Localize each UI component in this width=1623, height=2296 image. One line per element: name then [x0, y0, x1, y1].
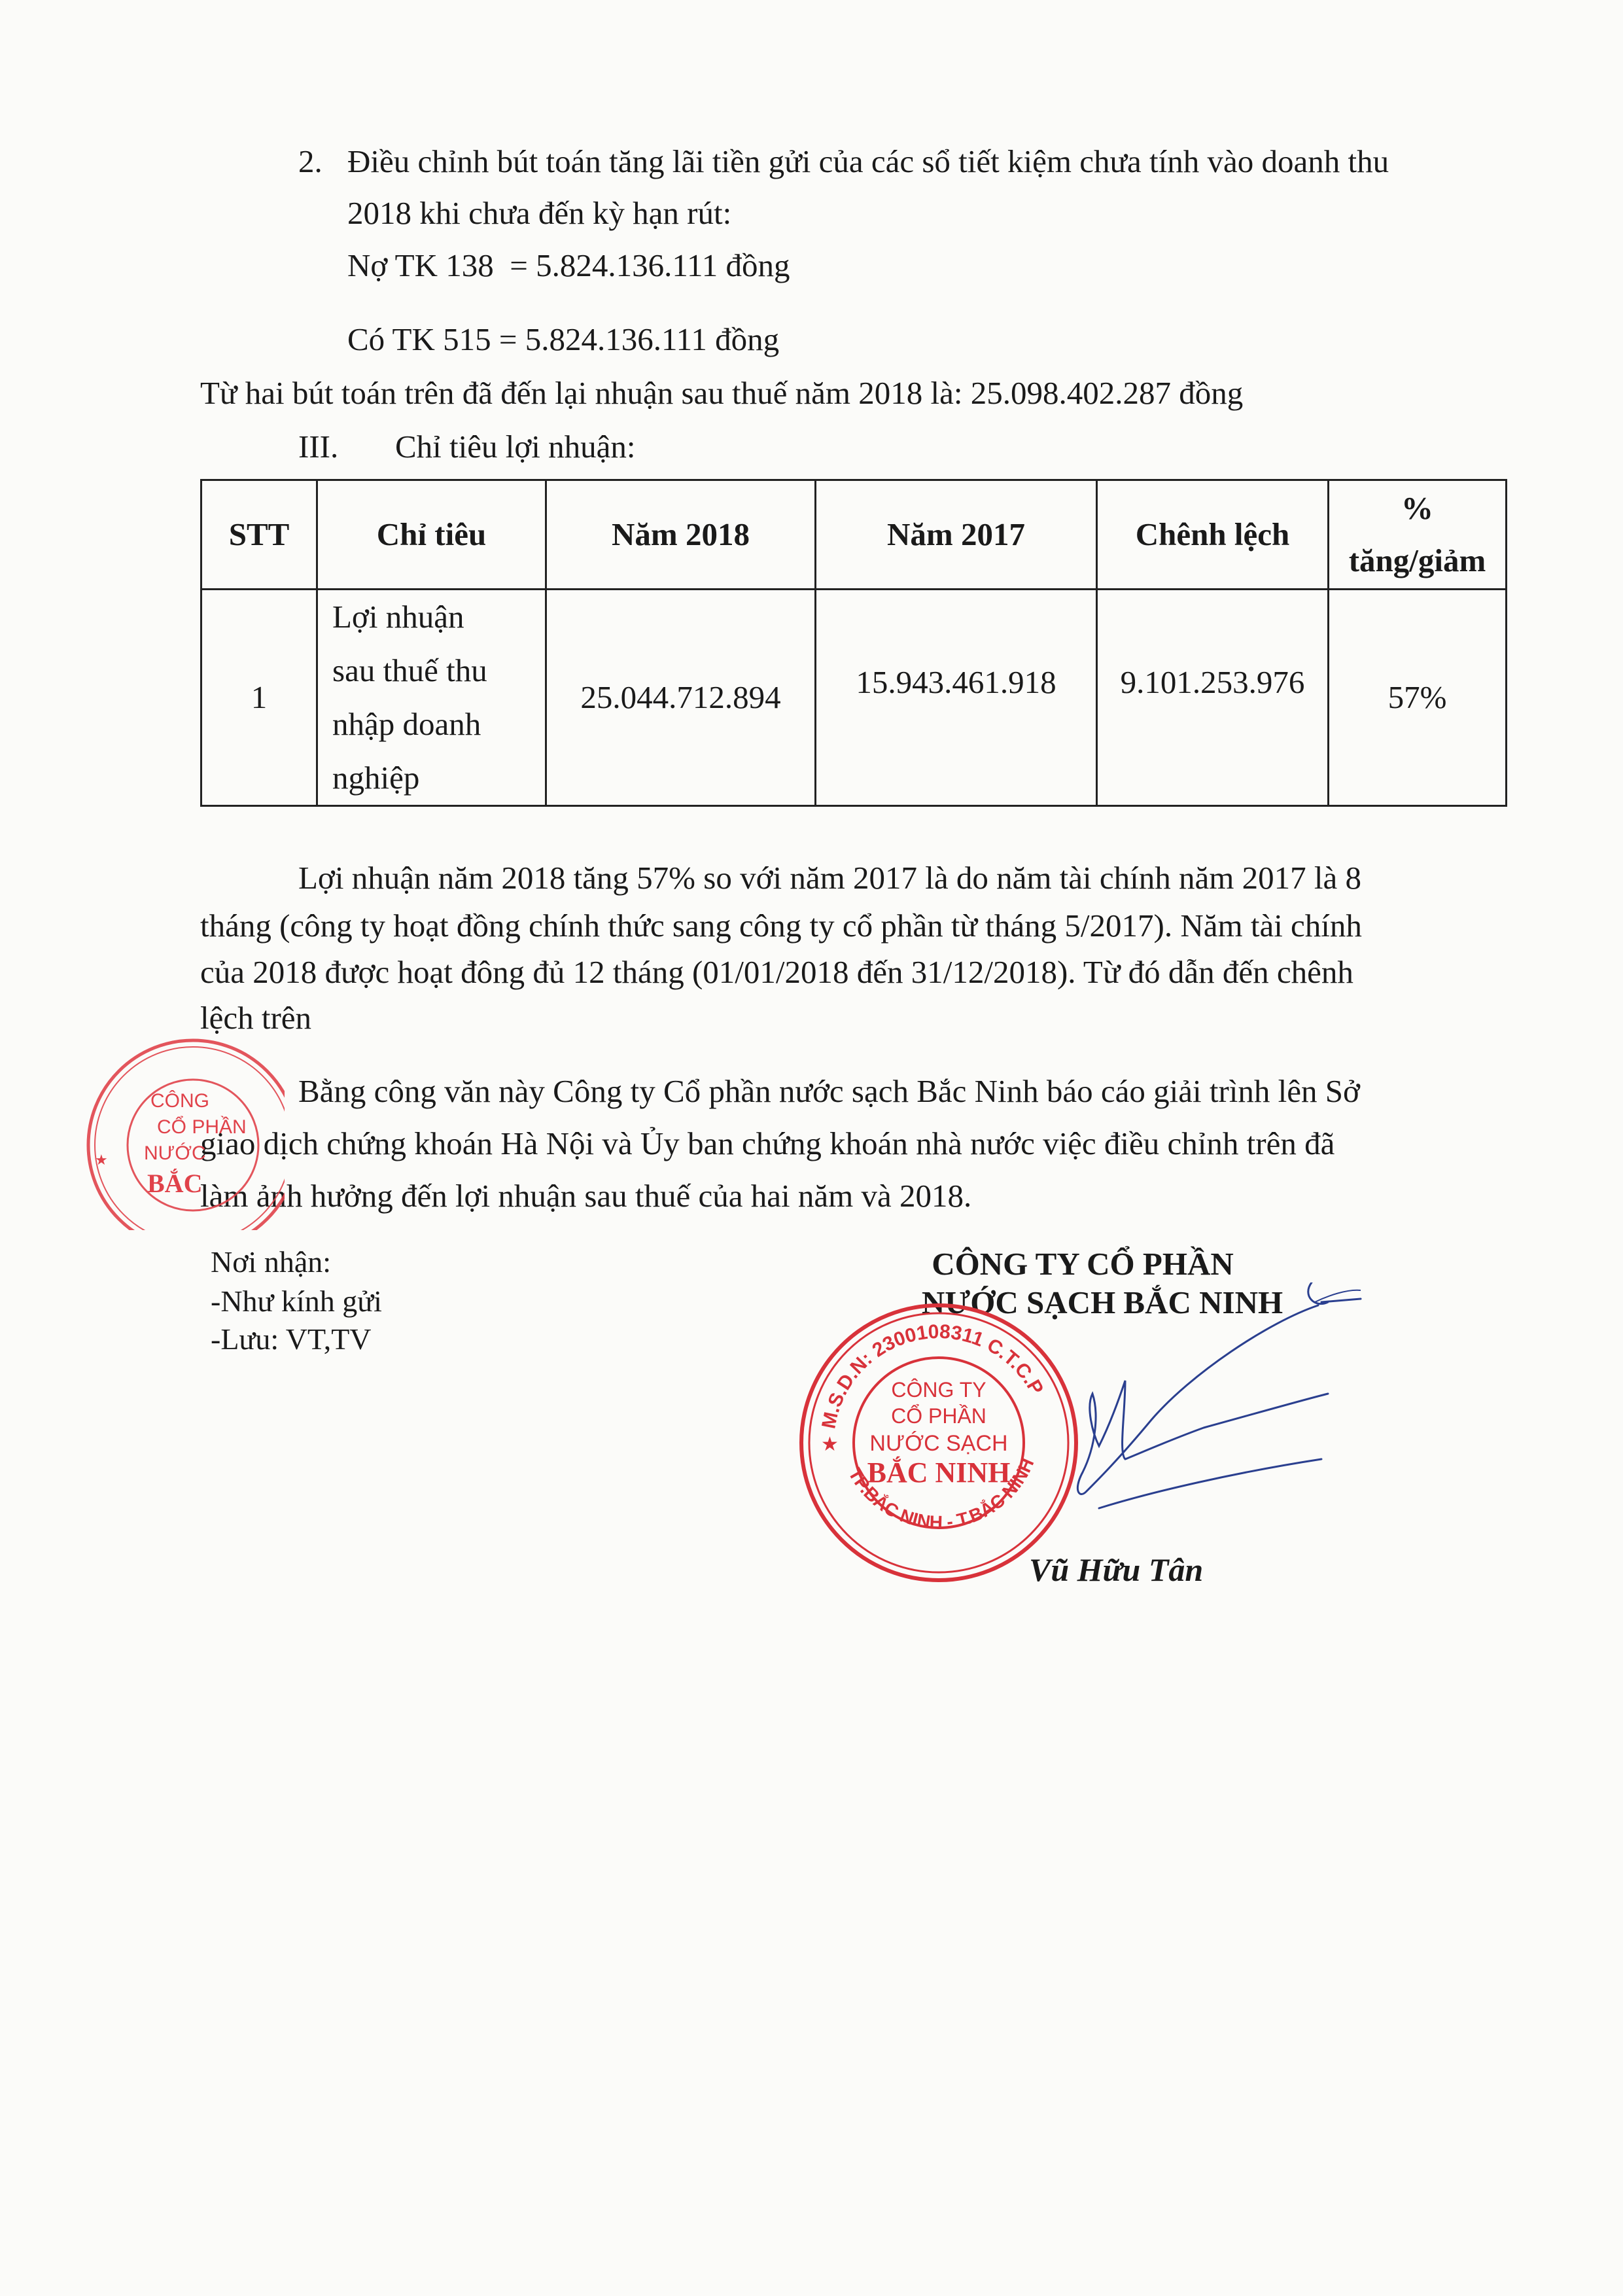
paragraph-1-line3: của 2018 được hoạt đông đủ 12 tháng (01/01/2018 đến 31/12/2018). Từ đó dẫn đến chênh [200, 954, 1353, 990]
company-name-line1: CÔNG TY CỔ PHẦN [932, 1246, 1234, 1282]
svg-text:CÔNG: CÔNG [150, 1090, 209, 1112]
paragraph-2-line3: làm ảnh hưởng đến lợi nhuận sau thuế của hai năm và 2018. [200, 1178, 972, 1214]
seal-inner-line1: CÔNG TY [891, 1378, 986, 1402]
partial-seal-icon [69, 1014, 285, 1230]
cell-indicator-line: sau thuế thu [332, 652, 487, 688]
table-row [201, 590, 1507, 806]
cell-stt: 1 [201, 590, 317, 806]
section-title: Chỉ tiêu lợi nhuận: [395, 429, 636, 465]
paragraph-2-line2: giao dịch chứng khoán Hà Nội và Ủy ban chứng khoán nhà nước việc điều chỉnh trên đã [200, 1125, 1335, 1161]
header-year-2018: Năm 2018 [546, 480, 816, 590]
seal-ring-icon [795, 1299, 1083, 1587]
seal-ring-text: M.S.D.N: 2300108311 C.T.C.P [818, 1320, 1048, 1431]
summary-line: Từ hai bút toán trên đã đến lại nhuận sau thuế năm 2018 là: 25.098.402.287 đồng [200, 375, 1244, 411]
svg-text:★: ★ [821, 1434, 839, 1455]
header-percent [1329, 480, 1507, 590]
svg-text:NƯỚC: NƯỚC [144, 1142, 206, 1164]
header-difference: Chênh lệch [1097, 480, 1329, 590]
company-name-line2: NƯỚC SẠCH BẮC NINH [921, 1284, 1283, 1320]
svg-text:BẮC: BẮC [147, 1169, 203, 1198]
paragraph-1-line1: Lợi nhuận năm 2018 tăng 57% so với năm 2017 là do năm tài chính năm 2017 là 8 [298, 860, 1361, 896]
cell-indicator-line: nghiệp [332, 760, 420, 796]
item-text-line1: Điều chỉnh bút toán tăng lãi tiền gửi của các sổ tiết kiệm chưa tính vào doanh thu [347, 143, 1389, 179]
header-year-2017: Năm 2017 [816, 480, 1097, 590]
paragraph-1-line4: lệch trên [200, 1000, 312, 1036]
recipients-line1: -Như kính gửi [211, 1284, 382, 1318]
debit-entry: Nợ TK 138 = 5.824.136.111 đồng [347, 247, 790, 283]
header-percent-sign: % [1401, 490, 1433, 526]
cell-difference: 9.101.253.976 [1097, 590, 1329, 806]
partial-seal [69, 1014, 285, 1230]
table-header-row [201, 480, 1507, 590]
paragraph-1-line2: tháng (công ty hoạt đồng chính thức sang công ty cổ phần từ tháng 5/2017). Năm tài chính [200, 908, 1362, 944]
cell-year-2018: 25.044.712.894 [546, 590, 816, 806]
cell-indicator-line: Lợi nhuận [332, 599, 464, 635]
recipients-title: Nơi nhận: [211, 1245, 332, 1279]
header-indicator: Chỉ tiêu [317, 480, 546, 590]
seal-inner-line4: BẮC NINH [867, 1457, 1011, 1489]
company-seal [795, 1299, 1083, 1587]
seal-ring-bottom: TP.BẮC NINH - T.BẮC NINH [845, 1455, 1038, 1533]
cell-indicator [317, 590, 546, 806]
section-number: III. [298, 429, 339, 465]
item-number: 2. [298, 143, 323, 179]
header-percent-label: tăng/giảm [1348, 542, 1486, 578]
cell-year-2017: 15.943.461.918 [816, 590, 1097, 806]
svg-text:CỔ PHẦN: CỔ PHẦN [157, 1116, 247, 1138]
seal-inner-line3: NƯỚC SẠCH [869, 1431, 1008, 1456]
seal-inner-line2: CỔ PHẦN [891, 1404, 986, 1428]
cell-percent: 57% [1329, 590, 1507, 806]
signer-name: Vũ Hữu Tân [1029, 1551, 1204, 1588]
cell-indicator-line: nhập doanh [332, 706, 481, 742]
item-text-line2: 2018 khi chưa đến kỳ hạn rút: [347, 195, 732, 231]
recipients-line2: -Lưu: VT,TV [211, 1322, 372, 1356]
header-stt: STT [201, 480, 317, 590]
credit-entry: Có TK 515 = 5.824.136.111 đồng [347, 321, 780, 357]
paragraph-2-line1: Bằng công văn này Công ty Cổ phần nước sạch Bắc Ninh báo cáo giải trình lên Sở [298, 1073, 1360, 1109]
svg-text:★: ★ [95, 1152, 108, 1168]
profit-table [200, 479, 1507, 807]
handwritten-signature [1021, 1282, 1478, 1557]
